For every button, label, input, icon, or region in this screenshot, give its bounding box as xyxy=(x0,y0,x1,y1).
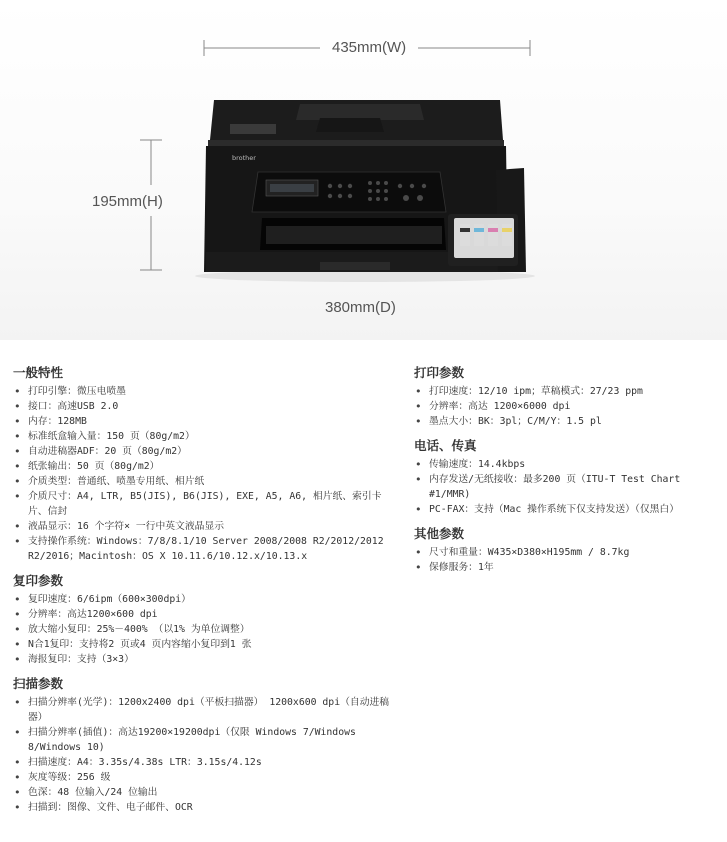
section-general xyxy=(13,362,393,564)
spec-item: • 液晶显示：16 个字符× 一行中英文液晶显示 xyxy=(13,519,393,534)
spec-item: • 打印引擎：微压电喷墨 xyxy=(13,384,393,399)
section-fax xyxy=(414,435,727,517)
section-title: 打印参数 xyxy=(414,365,465,380)
width-dimension-label: 435mm(W) xyxy=(332,39,407,56)
spec-column-right xyxy=(414,362,727,581)
spec-item: • 内存发送/无纸接收：最多200 页（ITU-T Test Chart #1/MMR) xyxy=(414,472,727,502)
brand-label: brother xyxy=(232,154,256,162)
spec-item: • 打印速度：12/10 ipm；草稿模式：27/23 ppm xyxy=(414,384,727,399)
spec-item: • 灰度等级：256 级 xyxy=(13,770,393,785)
spec-item: • 支持操作系统：Windows：7/8/8.1/10 Server 2008/2008 R2/2012/2012 R2/2016；Macintosh：OS X 10.11.6/10.12.x/10.13.x xyxy=(13,534,393,564)
spec-item: • 自动进稿器ADF：20 页（80g/m2） xyxy=(13,444,393,459)
spec-item: • 扫描分辨率(插值)：高达19200×19200dpi（仅限 Windows 7/Windows 8/Windows 10) xyxy=(13,725,393,755)
spec-item: • PC-FAX：支持（Mac 操作系统下仅支持发送）（仅黑白） xyxy=(414,502,727,517)
spec-item: • 纸张输出：50 页（80g/m2） xyxy=(13,459,393,474)
section-print xyxy=(414,362,727,429)
spec-item: • N合1复印：支持将2 页或4 页内容缩小复印到1 张 xyxy=(13,637,393,652)
section-title: 其他参数 xyxy=(414,526,465,541)
spec-item: • 分辨率：高达 1200×6000 dpi xyxy=(414,399,727,414)
spec-item: • 介质类型：普通纸、喷墨专用纸、相片纸 xyxy=(13,474,393,489)
spec-item: • 墨点大小：BK：3pl；C/M/Y：1.5 pl xyxy=(414,414,727,429)
spec-item: • 扫描速度：A4：3.35s/4.38s LTR：3.15s/4.12s xyxy=(13,755,393,770)
spec-item: • 接口：高速USB 2.0 xyxy=(13,399,393,414)
depth-dimension-label: 380mm(D) xyxy=(325,299,396,316)
printer-image xyxy=(0,0,727,340)
spec-item: • 传输速度：14.4kbps xyxy=(414,457,727,472)
spec-item: • 尺寸和重量：W435×D380×H195mm / 8.7kg xyxy=(414,545,727,560)
spec-item: • 内存：128MB xyxy=(13,414,393,429)
section-title: 一般特性 xyxy=(13,365,64,380)
spec-item: • 介质尺寸：A4, LTR, B5(JIS), B6(JIS), EXE, A5, A6, 相片纸、索引卡片、信封 xyxy=(13,489,393,519)
section-title: 复印参数 xyxy=(13,573,64,588)
spec-item: • 扫描到：图像、文件、电子邮件、OCR xyxy=(13,800,393,815)
spec-item: • 分辨率：高达1200×600 dpi xyxy=(13,607,393,622)
spec-item: • 标准纸盒输入量：150 页（80g/m2） xyxy=(13,429,393,444)
height-dimension-label: 195mm(H) xyxy=(92,193,163,210)
spec-item: • 扫描分辨率(光学)：1200x2400 dpi（平板扫描器） 1200x600 dpi（自动进稿器） xyxy=(13,695,393,725)
section-copy xyxy=(13,570,393,667)
section-title: 电话、传真 xyxy=(414,438,477,453)
spec-item: • 海报复印：支持（3×3） xyxy=(13,652,393,667)
spec-item: • 保修服务：1年 xyxy=(414,560,727,575)
product-hero xyxy=(0,0,727,340)
spec-item: • 放大缩小复印：25%－400% （以1% 为单位调整） xyxy=(13,622,393,637)
spec-column-left xyxy=(13,362,393,821)
section-title: 扫描参数 xyxy=(13,676,64,691)
spec-item: • 复印速度：6/6ipm（600×300dpi） xyxy=(13,592,393,607)
section-scan xyxy=(13,673,393,815)
spec-item: • 色深：48 位输入/24 位输出 xyxy=(13,785,393,800)
section-other xyxy=(414,523,727,575)
